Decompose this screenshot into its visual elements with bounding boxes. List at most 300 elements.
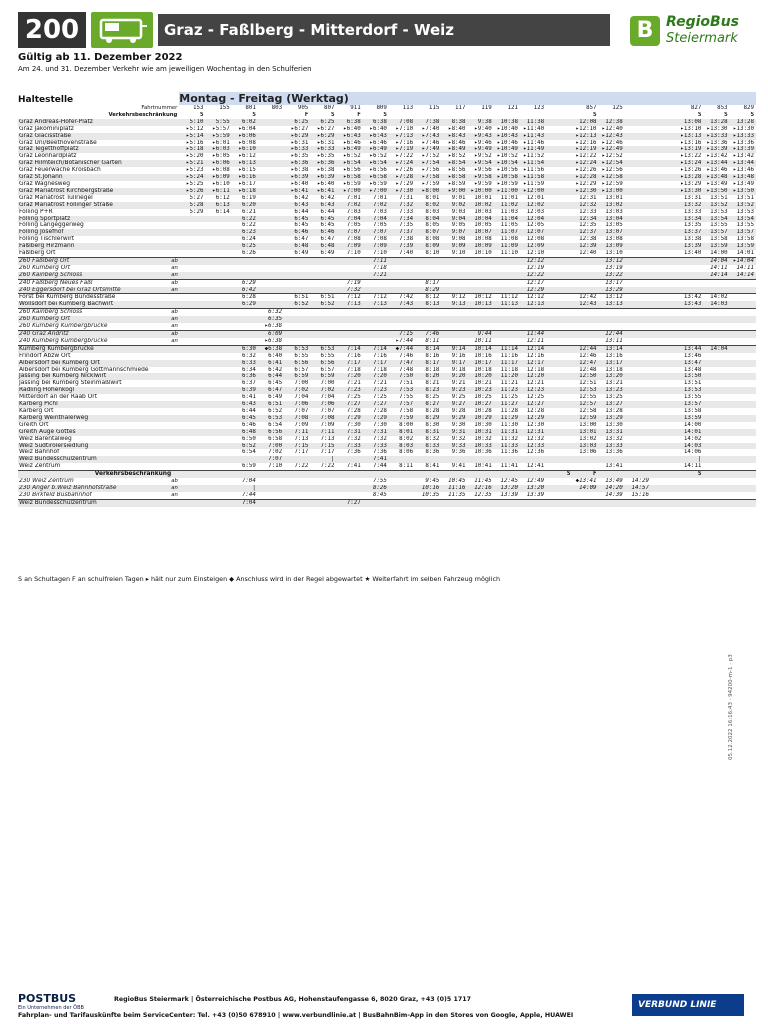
departure-time: ▸12:49 [599,146,625,153]
departure-time: ▸12:56 [601,167,623,174]
departure-time: 10:09 [468,243,494,250]
departure-time: 8:02 [399,435,414,442]
departure-time: 12:38 [599,119,625,126]
departure-time: ▸13:00 [599,188,625,195]
departure-time [206,456,232,463]
timetable [18,92,756,507]
departure-time [651,209,677,216]
departure-time: ▸13:36 [733,139,754,146]
departure-time: 13:32 [605,435,623,442]
departure-time: ◆7:44 [389,345,415,352]
departure-time [546,456,572,463]
departure-time: 6:35 [258,316,284,323]
departure-time: 10:12 [468,294,494,301]
departure-time: 7:48 [399,366,414,373]
departure-time: 8:38 [441,119,467,126]
stop-name: Karberg Ort [19,407,54,414]
departure-time: 11:36 [500,449,518,456]
departure-time: 6:21 [241,208,256,215]
departure-time [625,216,651,223]
departure-time: ▸6:54 [337,160,363,167]
departure-time: ▸13:50 [730,188,756,195]
departure-time: 10:01 [474,194,492,201]
stop-row [18,119,756,126]
departure-time: ▸6:40 [317,180,335,187]
departure-time: 12:12 [520,257,546,264]
departure-time [546,387,572,394]
departure-time: 6:42 [320,194,335,201]
departure-time [651,345,677,352]
departure-time: 13:33 [683,208,702,215]
regiobus-logo [630,12,750,52]
departure-time [730,429,756,436]
departure-time [572,492,598,499]
departure-time [730,316,756,323]
stop-row [18,250,756,257]
departure-time: ▸12:26 [575,167,597,174]
departure-time: 6:46 [310,229,336,236]
departure-time: 11:04 [494,216,520,223]
trip-number: 119 [481,105,492,111]
departure-time [625,373,651,380]
departure-time: 9:27 [441,401,467,408]
departure-time: 9:21 [451,380,466,387]
stop-name: Fölling Josefhof [18,229,171,236]
connection-row [18,478,756,485]
restriction-code [599,112,625,119]
arrival-departure-flag [171,146,179,153]
departure-time [179,373,205,380]
departure-time [546,492,572,499]
departure-time [179,338,205,345]
departure-time: 8:01 [425,194,440,201]
departure-time: 12:08 [572,119,598,126]
departure-time: 7:13 [337,301,363,308]
departure-time: 6:58 [268,435,283,442]
departure-time: 7:16 [372,352,387,359]
arrival-departure-flag [171,301,179,308]
departure-time: ▸7:29 [395,180,414,187]
stop-row [18,360,756,367]
departure-time: ▸12:40 [601,125,623,132]
stop-row [18,195,756,202]
departure-time: 9:07 [441,229,467,236]
arrival-departure-flag [171,153,179,160]
departure-time: 7:12 [337,294,363,301]
stop-row [18,229,756,236]
departure-time: ▸6:38 [317,167,335,174]
arrival-departure-flag [171,380,179,387]
restriction-code: S [697,111,702,118]
departure-time: ▸13:22 [680,153,702,160]
stop-row [18,415,756,422]
departure-time: 7:14 [337,345,363,352]
departure-time [232,265,258,272]
departure-time: ▸12:59 [601,180,623,187]
departure-time: 6:22 [232,216,258,223]
departure-time [284,492,310,499]
departure-time: 8:09 [415,243,441,250]
stop-name: Karberg Weinthalerweg [18,415,171,422]
trip-number: 829 [743,105,754,111]
departure-time [651,126,677,133]
departure-time: 6:41 [258,360,284,367]
stop-row [18,380,756,387]
departure-time: 13:43 [677,301,703,308]
departure-time [520,309,546,316]
departure-time: ▸12:19 [572,146,598,153]
departure-time: 10:04 [468,216,494,223]
departure-time: 13:28 [730,119,756,126]
departure-time: 9:14 [441,345,467,352]
departure-time: 7:07 [294,407,309,414]
restriction-code: S [383,111,387,118]
departure-time: 12:05 [526,222,545,229]
departure-time: 6:39 [232,387,258,394]
departure-time [258,174,284,181]
departure-time [546,140,572,147]
departure-time: 7:08 [310,415,336,422]
departure-time: 10:13 [468,301,494,308]
departure-time: 13:37 [677,229,703,236]
print-stamp: 05.12.2022 16:16:43 · 94200-m-1 · p3 [728,654,734,760]
departure-time [179,456,205,463]
departure-time [206,471,232,478]
departure-time [651,265,677,272]
departure-time [651,287,677,294]
departure-time: 13:02 [599,202,625,209]
departure-time [310,499,336,506]
departure-time: 9:10 [451,250,466,257]
departure-time [572,309,598,316]
departure-time: 6:26 [241,250,256,257]
departure-time: 11:07 [494,229,520,236]
departure-time: 7:02 [284,387,310,394]
departure-time: 7:04 [320,394,335,401]
departure-time [310,478,336,485]
departure-time [546,499,572,506]
restriction-label: Verkehrsbeschränkung [108,111,178,118]
departure-time: 13:23 [599,387,625,394]
departure-time: ▸13:36 [706,139,728,146]
departure-time: 7:20 [337,373,363,380]
departure-time: 6:59 [284,373,310,380]
departure-time: 10:20 [468,373,494,380]
departure-time [703,408,729,415]
departure-time [258,153,284,160]
departure-time: ◆13:41 [575,478,597,485]
departure-time [468,471,494,478]
departure-time: ▸7:26 [395,167,414,174]
departure-time [179,408,205,415]
stop-row [18,449,756,456]
trip-number: 113 [402,105,414,111]
departure-time [625,188,651,195]
departure-time [179,353,205,360]
departure-time [337,331,363,338]
departure-time: 6:13 [206,202,232,209]
departure-time: 9:38 [468,119,494,126]
departure-time [389,272,415,279]
departure-time [284,499,310,506]
departure-time: 8:08 [425,236,440,243]
departure-time: ▸6:10 [232,146,258,153]
connection-row [18,265,756,272]
departure-time [703,309,729,316]
departure-time: 6:52 [232,443,258,450]
departure-time: 7:00 [294,380,309,387]
departure-time [468,456,494,463]
departure-time: 6:25 [310,119,336,126]
restriction-code [389,112,415,119]
departure-time [363,331,389,338]
departure-time: 6:30 [232,345,258,352]
departure-time [546,229,572,236]
departure-time: ▸6:10 [212,180,230,187]
departure-time: ▸14:04 [730,257,756,264]
trip-number: 123 [533,105,545,111]
departure-time: 8:12 [415,294,441,301]
departure-time: ▸8:49 [441,146,467,153]
departure-time: 12:51 [579,380,597,387]
departure-time: 10:33 [468,443,494,450]
departure-time: 12:32 [572,202,598,209]
connection-name: 260 Faßlberg Ort [18,257,171,264]
departure-time: ▸10:00 [468,188,494,195]
departure-time [677,272,703,279]
departure-time: ▸5:12 [186,125,204,132]
stop-row [18,181,756,188]
departure-time: 11:12 [494,294,520,301]
departure-time: 6:14 [215,208,230,215]
departure-time [206,449,232,456]
arrival-departure-flag: ab [171,331,178,337]
departure-time [310,485,336,492]
stop-name: Graz Glacisstraße [18,133,171,140]
departure-time: 9:17 [441,360,467,367]
departure-time: 11:33 [494,443,520,450]
departure-time: 7:02 [310,387,336,394]
departure-time: ◆6:38 [258,345,284,352]
departure-time: 7:28 [372,407,387,414]
departure-time: 13:52 [730,202,756,209]
arrival-departure-flag: an [171,286,178,293]
departure-time: 6:47 [294,236,309,243]
departure-time: 11:14 [494,345,520,352]
departure-time: 7:10 [346,250,361,257]
departure-time: 10:18 [474,366,492,373]
departure-time: 7:29 [363,415,389,422]
departure-time: 7:47 [389,360,415,367]
departure-time [258,279,284,286]
departure-time: ▸6:43 [337,133,363,140]
departure-time [572,331,598,338]
service-info: Fahrplan- und Tarifauskünfte beim ServiceCenter: Tel. +43 (0)50 678910 | www.verbundlinie.at | BusBahnBim-App in den Stores von Google, Apple, HUAWEI [18,1012,574,1019]
departure-time: 13:53 [736,208,754,215]
departure-time [651,463,677,470]
departure-time [179,463,205,470]
departure-time: 12:31 [520,429,546,436]
departure-time: 7:11 [310,429,336,436]
departure-time: ▸6:41 [284,188,310,195]
departure-time: 6:45 [268,380,283,387]
departure-time: 7:12 [363,294,389,301]
departure-time: 7:10 [372,250,387,257]
departure-time: ▸12:13 [572,133,598,140]
departure-time: 7:17 [320,449,335,456]
departure-time [625,429,651,436]
departure-time [703,323,729,330]
departure-time: ▸13:42 [733,153,754,160]
arrival-departure-flag [171,422,179,429]
departure-time: 13:06 [579,449,597,456]
departure-time: 7:31 [337,429,363,436]
departure-time: 8:45 [372,491,387,498]
arrival-departure-flag [171,345,179,352]
departure-time: 7:17 [363,360,389,367]
departure-time [677,257,703,264]
departure-time [651,140,677,147]
departure-time [625,160,651,167]
departure-time [546,360,572,367]
departure-time: 7:30 [372,421,387,428]
arrival-departure-flag [171,133,179,140]
departure-time: 13:40 [683,250,702,257]
departure-time: 14:11 [683,463,702,470]
departure-time: 7:04 [232,499,258,506]
departure-time: 6:48 [284,243,310,250]
departure-time: 12:30 [526,421,545,428]
stop-name: Wollsdorf bei Kumberg Bachwirt [18,301,171,308]
departure-time: ▸6:03 [206,146,232,153]
departure-time [546,309,572,316]
departure-time: 11:38 [520,119,546,126]
departure-time: ▸6:33 [310,146,336,153]
stop-name: Graz Mariatrost Kirchbergstraße [18,188,171,195]
departure-time [441,323,467,330]
departure-time [494,309,520,316]
departure-time: 12:53 [572,387,598,394]
departure-time: 11:23 [494,387,520,394]
departure-time [703,415,729,422]
departure-time [651,367,677,374]
departure-time: ▸9:59 [474,180,492,187]
departure-time [651,257,677,264]
departure-time [703,456,729,463]
departure-time: 14:14 [703,272,729,279]
departure-time [389,279,415,286]
stop-name: Weiz Bundesschulzentrum [18,499,171,506]
stop-name: Weiz Südtirolersiedlung [18,443,171,450]
departure-time [284,456,310,463]
departure-time: ▸7:54 [415,160,441,167]
arrival-departure-flag [171,140,179,147]
departure-time [625,209,651,216]
departure-time: ▸8:46 [448,139,466,146]
departure-time: 11:21 [500,380,518,387]
departure-time: 7:15 [389,331,415,338]
arrival-departure-flag: an [171,323,178,330]
departure-time: 13:30 [605,421,623,428]
departure-time: ▸11:58 [520,174,546,181]
departure-time [363,316,389,323]
stop-row [18,422,756,429]
departure-time [572,257,598,264]
departure-time [677,492,703,499]
departure-time [546,287,572,294]
departure-time: 6:52 [284,301,310,308]
departure-time [363,279,389,286]
departure-time [651,443,677,450]
stop-row [18,373,756,380]
departure-time: 12:45 [500,478,518,485]
departure-time [546,443,572,450]
departure-time: 13:17 [599,360,625,367]
departure-time: ▸6:59 [343,180,361,187]
departure-time: 14:00 [683,421,702,428]
departure-time: 7:41 [363,456,389,463]
departure-time [258,257,284,264]
departure-time: 10:03 [474,208,492,215]
departure-time: ▸6:52 [343,153,361,160]
trip-number: 117 [455,105,466,111]
stop-name: Weiz Bahnhof [19,449,60,456]
departure-time: ▸12:46 [601,139,623,146]
departure-time [258,133,284,140]
departure-time [677,316,703,323]
connection-name: 260 Kumberg Ort [19,264,71,271]
departure-time: ▸5:20 [186,153,204,160]
departure-time [730,380,756,387]
departure-time: ▸6:11 [206,188,232,195]
holiday-note: Am 24. und 31. Dezember Verkehr wie am jeweiligen Wochentag in den Schulferien [18,65,312,73]
trip-number [625,105,651,112]
departure-time: ▸7:56 [421,167,440,174]
departure-time: ▸7:59 [421,180,440,187]
departure-time: 12:17 [520,360,546,367]
departure-time [546,367,572,374]
departure-time [651,243,677,250]
departure-time: 8:33 [415,443,441,450]
departure-time: 6:56 [310,360,336,367]
departure-time: 12:16 [526,352,545,359]
departure-time: 12:57 [572,401,598,408]
departure-time [546,394,572,401]
departure-time: 13:39 [677,243,703,250]
departure-time: 7:22 [294,463,309,470]
departure-time [441,331,467,338]
departure-time: 7:58 [399,407,414,414]
departure-time: 6:42 [294,194,309,201]
departure-time [730,478,756,485]
departure-time [232,323,258,330]
departure-time: 6:32 [258,309,284,316]
departure-time: ▸7:13 [389,133,415,140]
departure-time [625,119,651,126]
departure-time: 12:10 [526,250,545,257]
departure-time [441,499,467,506]
departure-time: 13:12 [599,294,625,301]
departure-time: 8:26 [363,485,389,492]
departure-time [258,126,284,133]
departure-time: 7:36 [346,449,361,456]
departure-time [468,265,494,272]
departure-time [599,499,625,506]
departure-time: 7:33 [399,208,414,215]
departure-time: 7:55 [372,478,387,485]
departure-time: 13:39 [526,491,545,498]
departure-time: 6:53 [310,345,336,352]
